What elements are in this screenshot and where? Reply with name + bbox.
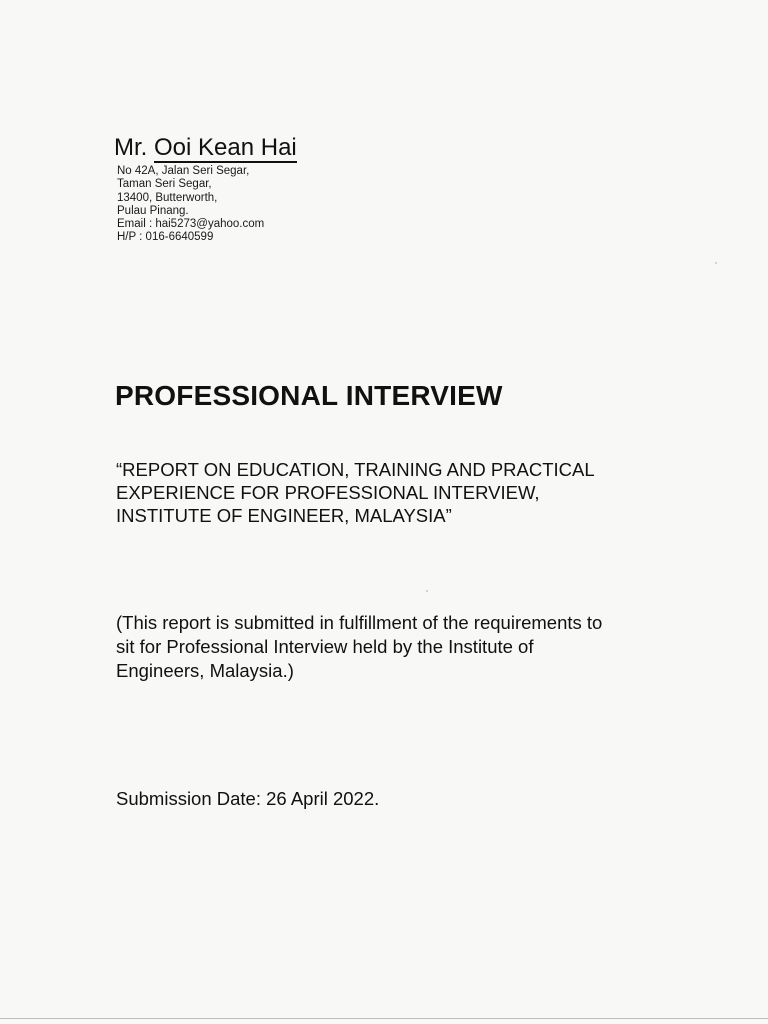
report-title-line: EXPERIENCE FOR PROFESSIONAL INTERVIEW,	[116, 482, 540, 503]
email-line: Email : hai5273@yahoo.com	[117, 218, 265, 231]
submission-date: Submission Date: 26 April 2022.	[116, 788, 380, 809]
author-name	[114, 132, 297, 164]
author-full-name: Ooi Kean Hai	[154, 134, 297, 161]
phone-line: H/P : 016-6640599	[117, 231, 214, 244]
note-line: sit for Professional Interview held by the Institute of	[116, 636, 534, 657]
scan-speck	[426, 590, 428, 592]
report-title	[116, 458, 595, 527]
report-title-line: INSTITUTE OF ENGINEER, MALAYSIA”	[116, 505, 452, 526]
author-title: Mr.	[114, 134, 148, 161]
address-line: Taman Seri Segar,	[117, 178, 212, 191]
scan-speck	[715, 262, 717, 264]
address-line: Pulau Pinang.	[117, 204, 189, 217]
scan-edge	[0, 1018, 768, 1019]
note-line: Engineers, Malaysia.)	[116, 660, 294, 681]
address-line: 13400, Butterworth,	[117, 191, 218, 204]
report-title-line: “REPORT ON EDUCATION, TRAINING AND PRACTICAL	[116, 459, 595, 480]
address-line: No 42A, Jalan Seri Segar,	[117, 165, 250, 177]
address-block	[117, 165, 264, 245]
document-heading: PROFESSIONAL INTERVIEW	[115, 380, 503, 411]
note-line: (This report is submitted in fulfillment of the requirements to	[116, 612, 603, 633]
submission-note	[116, 611, 602, 683]
